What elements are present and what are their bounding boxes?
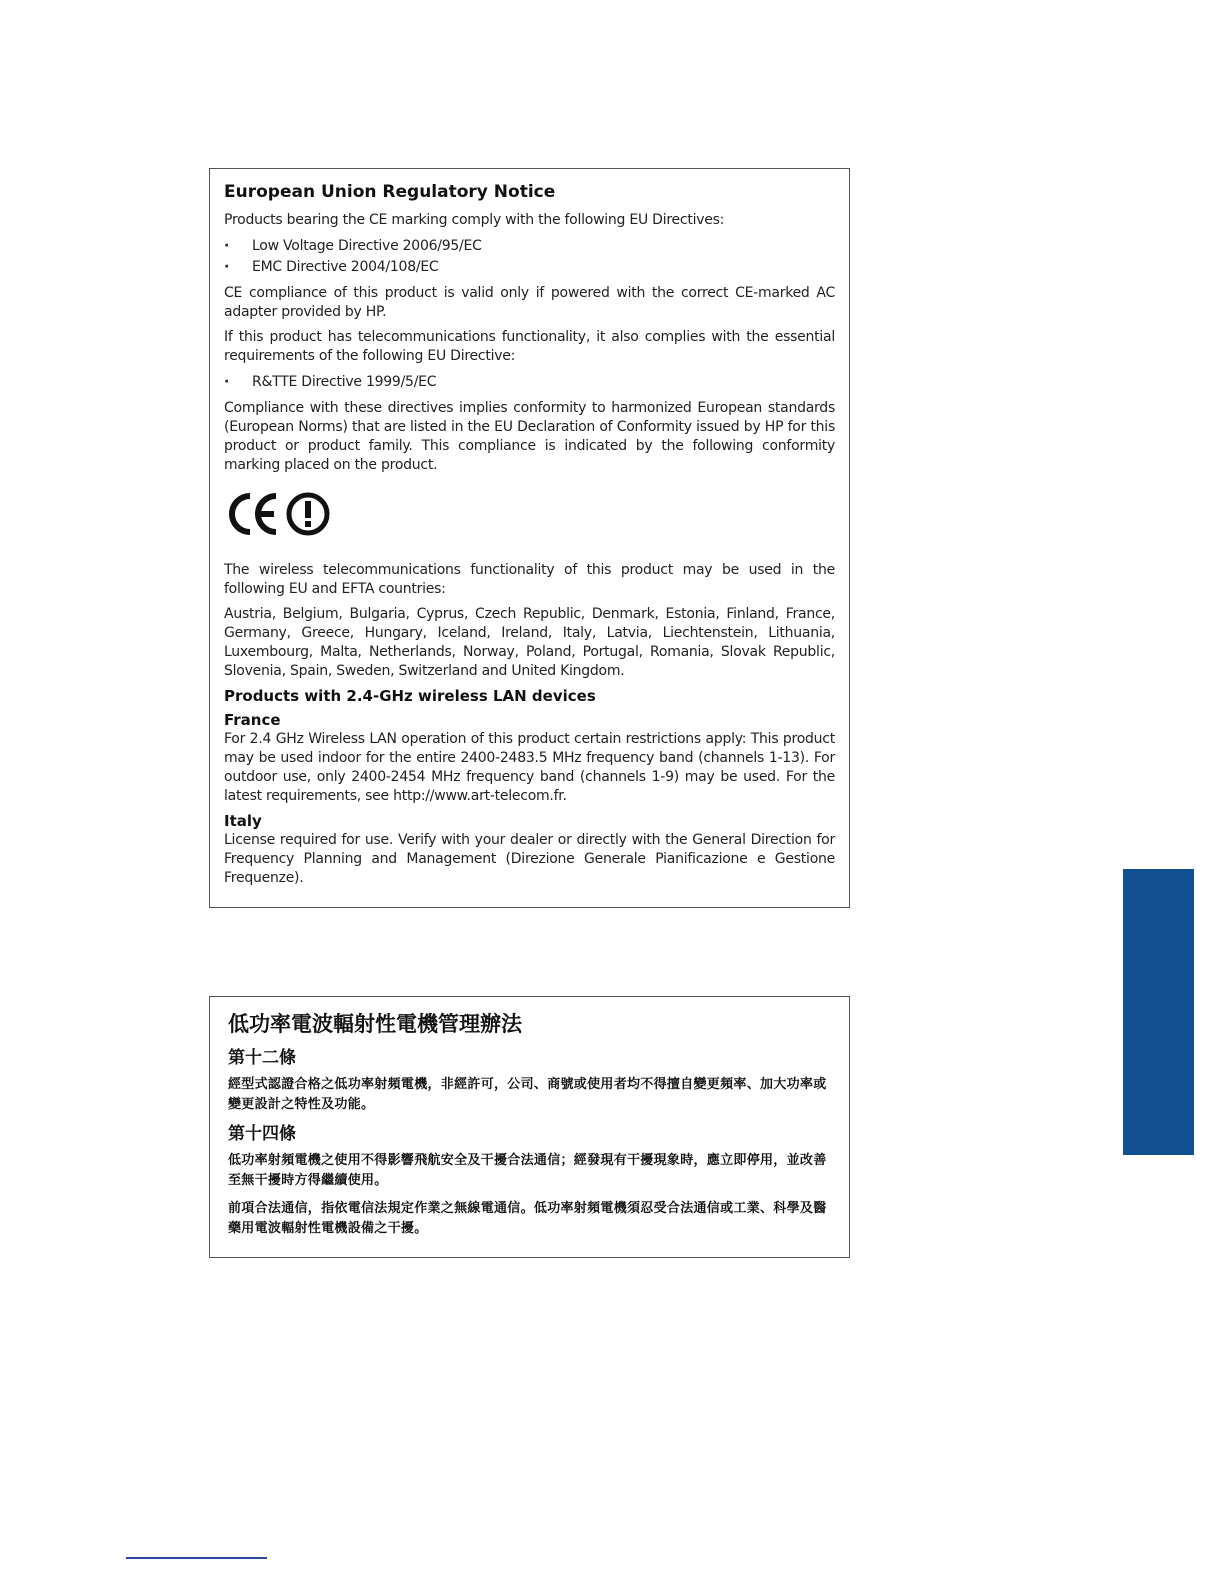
conformity-note: Compliance with these directives implies conformity to harmonized European standards (European Norms) that are listed in the EU Declaration of Conformity issued by HP for this product or product family. This compliance is indicated by the following conformity marking placed on the product.: [224, 400, 835, 473]
wireless-note: The wireless telecommunications functionality of this product may be used in the following EU and EFTA countries:: [224, 562, 835, 597]
eu-notice-title: European Union Regulatory Notice: [224, 182, 556, 202]
article-14-heading: 第十四條: [228, 1124, 296, 1144]
chapter-side-tab: [1123, 869, 1194, 1155]
telecom-directive-list: [224, 372, 835, 393]
taiwan-notice-title: 低功率電波輻射性電機管理辦法: [228, 1012, 522, 1036]
ce-mark-icon: [224, 490, 334, 538]
telecom-note: If this product has telecommunications functionality, it also complies with the essential requirements of the following EU Directive:: [224, 329, 835, 364]
adapter-note: CE compliance of this product is valid only if powered with the correct CE-marked AC adapter provided by HP.: [224, 285, 835, 320]
footer-rule: [126, 1557, 267, 1559]
country-list: Austria, Belgium, Bulgaria, Cyprus, Czech Republic, Denmark, Estonia, Finland, France, Germany, Greece, Hungary, Iceland, Ireland, Italy, Latvia, Liechtenstein, Lithuania, Luxembourg, Malta, Netherlands, Norway, Poland, Portugal, Romania, Slovak Republic, Slovenia, Spain, Sweden, Switzerland and United Kingdom.: [224, 606, 835, 679]
italy-text: License required for use. Verify with your dealer or directly with the General Direction for Frequency Planning and Management (Direzione Generale Pianificazione e Gestione Frequenze).: [224, 832, 835, 886]
list-item: · R&TTE Directive 1999/5/EC: [224, 372, 835, 393]
article-12-heading: 第十二條: [228, 1048, 296, 1068]
conformity-marking: [224, 489, 835, 539]
list-item: · EMC Directive 2004/108/EC: [224, 257, 835, 278]
article-14-text-2: 前項合法通信，指依電信法規定作業之無線電通信。低功率射頻電機須忍受合法通信或工業、科學及醫藥用電波輻射性電機設備之干擾。: [228, 1201, 827, 1236]
wlan-heading: Products with 2.4-GHz wireless LAN devices: [224, 687, 596, 705]
directive-list: [224, 236, 835, 278]
eu-intro-text: Products bearing the CE marking comply with the following EU Directives:: [224, 212, 725, 228]
eu-regulatory-notice-box: [209, 168, 850, 908]
italy-heading: Italy: [224, 812, 262, 830]
article-12-text: 經型式認證合格之低功率射頻電機，非經許可，公司、商號或使用者均不得擅自變更頻率、加大功率或變更設計之特性及功能。: [228, 1077, 827, 1112]
article-14-text-1: 低功率射頻電機之使用不得影響飛航安全及干擾合法通信；經發現有干擾現象時，應立即停用，並改善至無干擾時方得繼續使用。: [228, 1153, 827, 1188]
france-text: For 2.4 GHz Wireless LAN operation of this product certain restrictions apply: This product may be used indoor for the entire 2400-2483.5 MHz frequency band (channels 1-13). For outdoor use, only 2400-2454 MHz frequency band (channels 1-9) may be used. For the latest requirements, see http://www.art-telecom.fr.: [224, 731, 835, 804]
taiwan-notice-box: [209, 996, 850, 1258]
france-heading: France: [224, 711, 281, 729]
list-item: · Low Voltage Directive 2006/95/EC: [224, 236, 835, 257]
alert-class-2-icon: [289, 495, 327, 533]
